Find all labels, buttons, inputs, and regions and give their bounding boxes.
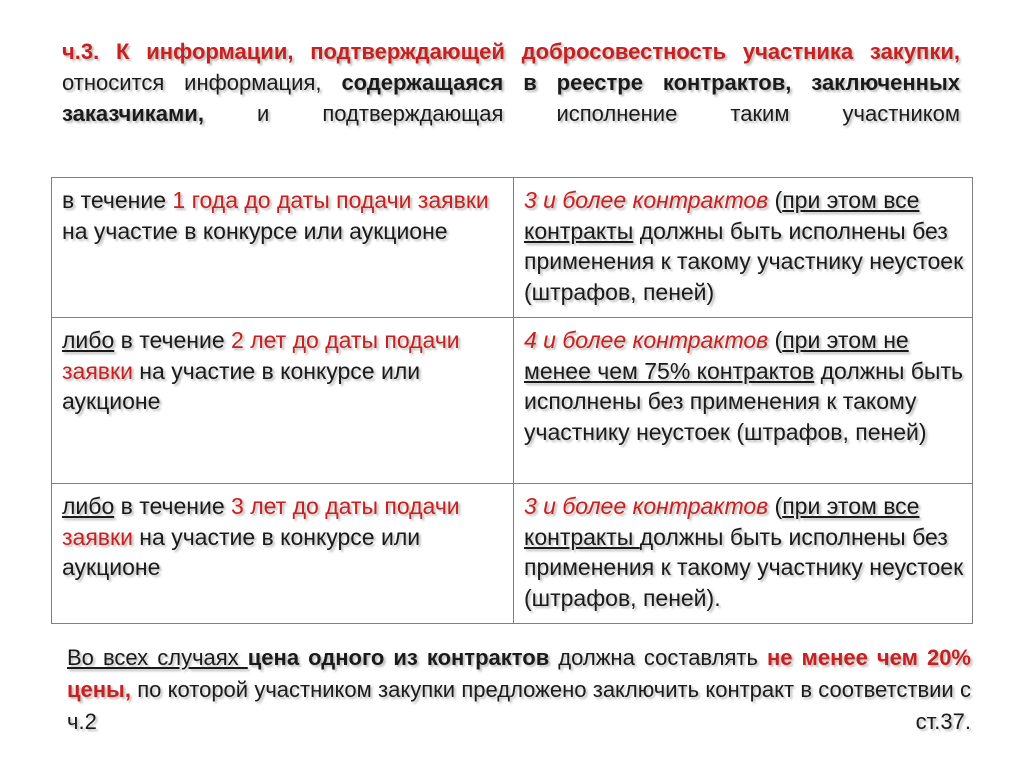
requirement-cell <box>514 178 973 318</box>
intro-text-2: и подтверждающая исполнение таким участником <box>257 101 960 126</box>
requirement-cell <box>514 318 973 484</box>
requirement-condition: при этом все контракты <box>524 187 920 244</box>
intro-highlight: содержащаяся в реестре контрактов, заключенных заказчиками, <box>62 70 960 126</box>
requirement-open: ( <box>768 187 783 213</box>
period-post: на участие в конкурсе или аукционе <box>62 357 421 414</box>
footer-underlined: Во всех случаях <box>67 645 248 670</box>
intro-paragraph <box>62 36 960 129</box>
period-highlight: 2 лет до даты подачи заявки <box>62 327 460 384</box>
footer-paragraph <box>67 642 971 738</box>
footer-bold: цена одного из контрактов <box>247 645 550 670</box>
footer-text-1: должна составлять <box>549 645 767 670</box>
period-pre: в течение <box>114 493 232 519</box>
period-highlight: 3 лет до даты подачи заявки <box>62 493 460 550</box>
contract-count: 4 и более контрактов <box>524 327 769 353</box>
requirement-condition: при этом не менее чем 75% контрактов <box>524 327 909 384</box>
table-row <box>52 484 973 624</box>
either-prefix: либо <box>62 327 115 353</box>
either-prefix: либо <box>62 493 115 519</box>
period-post: на участие в конкурсе или аукционе <box>62 217 448 244</box>
intro-text-1: относится информация, <box>62 70 322 95</box>
requirement-cell <box>514 484 973 624</box>
table-row <box>52 318 973 484</box>
terms-table <box>51 177 973 624</box>
period-pre: в течение <box>114 327 232 353</box>
requirement-rest: должны быть исполнены без применения к такому участнику неустоек (штрафов, пеней). <box>524 523 964 611</box>
requirement-open: ( <box>768 493 783 519</box>
footer-red: не менее чем 20% цены, <box>67 645 971 702</box>
footer-text-2: по которой участником закупки предложено заключить контракт в соответствии с ч.2 ст.37. <box>67 677 971 734</box>
requirement-condition: при этом все контракты <box>524 493 920 550</box>
period-cell <box>52 178 514 318</box>
period-highlight: 1 года до даты подачи заявки <box>172 187 489 213</box>
period-cell <box>52 318 514 484</box>
period-pre: в течение <box>62 187 173 213</box>
intro-line-1 <box>62 36 960 129</box>
period-post: на участие в конкурсе или аукционе <box>62 523 421 580</box>
contract-count: 3 и более контрактов <box>524 493 769 519</box>
intro-part-number: ч.3. <box>62 39 100 64</box>
contract-count: 3 и более контрактов <box>524 187 769 213</box>
period-cell <box>52 484 514 624</box>
requirement-rest: должны быть исполнены без применения к такому участнику неустоек (штрафов, пеней) <box>524 217 964 305</box>
intro-heading: К информации, подтверждающей добросовестность участника закупки, <box>116 39 960 64</box>
requirement-rest: должны быть исполнены без применения к такому участнику неустоек (штрафов, пеней) <box>524 357 963 445</box>
table-row <box>52 178 973 318</box>
footer-line <box>67 642 971 738</box>
requirement-open: ( <box>768 327 783 353</box>
